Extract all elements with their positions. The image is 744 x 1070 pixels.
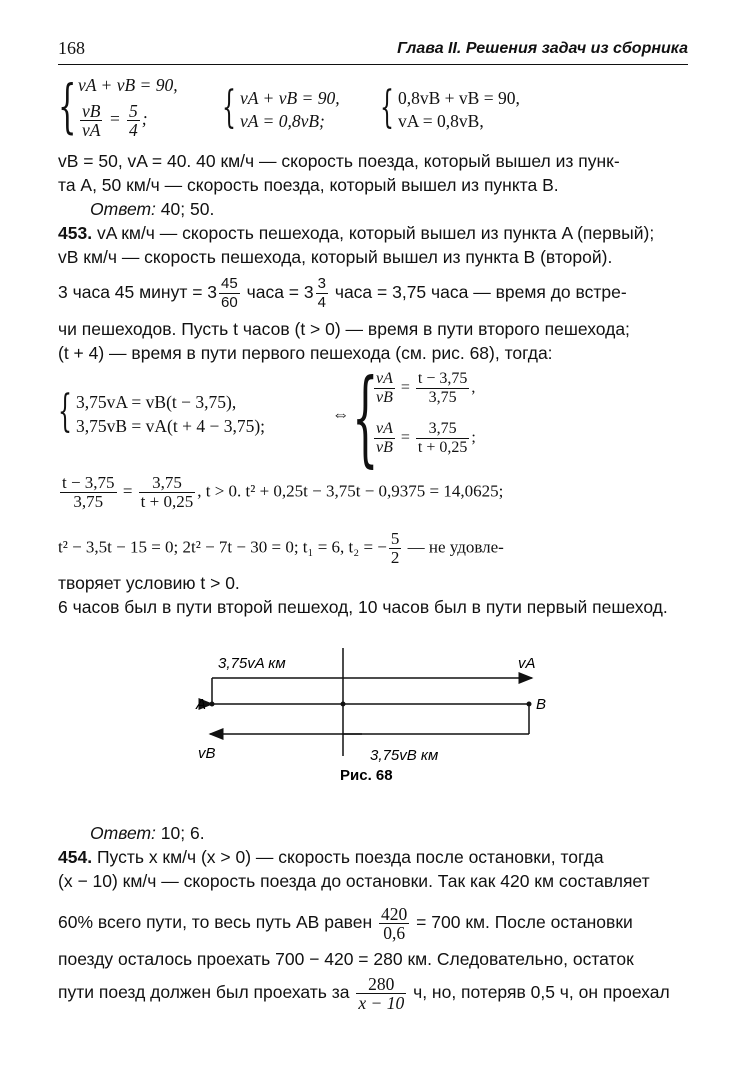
eq-line: 3,75vA = vB(t − 3,75), <box>76 392 237 412</box>
fig-bottom-label: 3,75vB км <box>370 747 439 764</box>
problem-454-line: 454. Пусть x км/ч (x > 0) — скорость поезда после остановки, тогда <box>58 847 604 867</box>
fig-top-label: 3,75vA км <box>218 655 286 672</box>
eq-line: 3,75vB = vA(t + 4 − 3,75); <box>76 416 266 436</box>
text-line: vB = 50, vA = 40. 40 км/ч — скорость поезда, который вышел из пунк- <box>58 151 620 171</box>
text-line: та A, 50 км/ч — скорость поезда, который вышел из пункта B. <box>58 175 559 195</box>
time-line: 3 часа 45 минут = 3 $\frac{45}{60}$ часа = 3 $\frac{3}{4}$ часа = 3,75 часа — время до встре- <box>58 274 627 311</box>
eq-line: vA = 0,8vB; <box>240 111 325 131</box>
problem-453-line: 453. vA км/ч — скорость пешехода, который вышел из пункта A (первый); <box>58 223 655 243</box>
text-line: чи пешеходов. Пусть t часов (t > 0) — время в пути второго пешехода; <box>58 319 630 339</box>
eq-line: $\frac{vB}{vA}$ = $\frac{5}{4}$ ; <box>82 101 148 140</box>
brace-icon: { <box>380 82 394 133</box>
equiv-symbol: ⇔ <box>332 404 350 424</box>
text-line: поезду осталось проехать 700 − 420 = 280 км. Следовательно, остаток <box>58 949 634 969</box>
text-line: (t + 4) — время в пути первого пешехода (см. рис. 68), тогда: <box>58 343 553 363</box>
point-a <box>210 702 215 707</box>
page-header <box>58 36 688 65</box>
fig-va-label: vA <box>518 655 536 672</box>
fig-a-label: A <box>196 696 207 713</box>
brace-icon: { <box>352 356 379 478</box>
text-line: пути поезд должен был проехать за $\frac{280}{x - 10}$ ч, но, потеряв 0,5 ч, он проехал <box>58 973 670 1013</box>
chapter-title: Глава II. Решения задач из сборника <box>397 40 688 57</box>
point-mid <box>341 702 346 707</box>
eq-line: vA + vB = 90, <box>240 88 340 108</box>
eq-line: $\frac{vA}{vB}$ = $\frac{t - 3,75}{3,75}$ , <box>376 370 476 406</box>
equation-line: $\frac{t - 3,75}{3,75}$ = $\frac{3,75}{t + 0,25}$ , t > 0. t² + 0,25t − 3,75t − 0,9375 = 14,0625; <box>62 473 504 511</box>
page-number: 168 <box>58 38 85 58</box>
eq-line: vA + vB = 90, <box>78 75 178 95</box>
brace-icon: { <box>222 82 236 133</box>
answer-line: Ответ: 40; 50. <box>90 199 215 219</box>
eq-line: $\frac{vA}{vB}$ = $\frac{3,75}{t + 0,25}$ ; <box>376 420 476 456</box>
text-line: 6 часов был в пути второй пешеход, 10 часов был в пути первый пешеход. <box>58 597 668 617</box>
brace-icon: { <box>58 72 77 140</box>
point-b <box>527 702 532 707</box>
answer-line: Ответ: 10; 6. <box>90 823 205 843</box>
brace-icon: { <box>58 386 72 437</box>
equation-line: t² − 3,5t − 15 = 0; 2t² − 7t − 30 = 0; t₁ = 6, t₂ = − $\frac{5}{2}$ — не удовле- <box>58 529 504 567</box>
text-line: творяет условию t > 0. <box>58 573 240 593</box>
figure-68 <box>190 640 560 780</box>
fig-caption: Рис. 68 <box>340 767 393 780</box>
text-line: 60% всего пути, то весь путь AB равен $\frac{420}{0,6}$ = 700 км. После остановки <box>58 903 633 943</box>
text-line: vB км/ч — скорость пешехода, который вышел из пункта B (второй). <box>58 247 613 267</box>
eq-line: 0,8vB + vB = 90, <box>398 88 520 108</box>
fig-vb-label: vB <box>198 745 216 762</box>
fig-b-label: B <box>536 696 547 713</box>
text-line: (x − 10) км/ч — скорость поезда до остановки. Так как 420 км составляет <box>58 871 650 891</box>
eq-line: vA = 0,8vB, <box>398 111 484 131</box>
